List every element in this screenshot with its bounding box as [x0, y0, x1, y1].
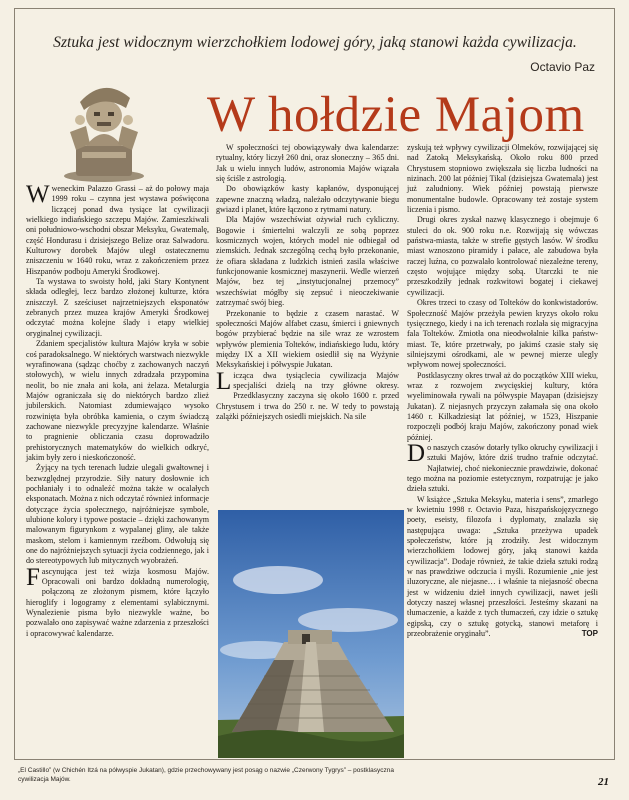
column-2	[216, 143, 399, 422]
paragraph	[26, 563, 209, 639]
paragraph-text: ascynująca jest też wizja kosmosu Majów. Opracowali oni bardzo dokładną numerologię, połączoną ze złożonym pismem, które łączyło hieroglify i logogramy z elementami sylabicznymi. Wynalezienie pisma było niezwykle ważne, bo pozwalało ono zapisywać ważne zdarzenia z przeszłości i opracowywać kalendarze.	[26, 566, 209, 638]
photo-caption: „El Castillo” (w Chichén Itzá na półwyspie Jukatan), gdzie przechowywany jest posąg o nazwie „Czerwony Tygrys” – postklasyczna cywilizacja Majów.	[18, 767, 394, 783]
paragraph: W społeczności tej obowiązywały dwa kalendarze: rytualny, który liczył 260 dni, oraz słoneczny – 365 dni. Jak u wielu innych ludów, astronomia Majów wiązała się ściśle z astrologią.	[216, 143, 399, 184]
paragraph: Przekonanie to będzie z czasem narastać. W społeczności Majów alfabet czasu, śmierci i gniewnych bogów przybierać będzie na sile wraz ze wzrostem wpływów plemienia Tolteków, indiańskiego ludu, który między IX a XII wiekiem osiedlił się na Wyżynie Meksykańskiej i półwyspie Jukatan.	[216, 308, 399, 370]
paragraph-text: icząca dwa tysiąclecia cywilizacja Majów specjaliści dzielą na trzy główne okresy. Przedklasyczny zaczyna się około 1600 r. przed Chrystusem i trwa do 250 r. ne. W tedy to powstają zalążki późniejszych osiedli miejskich. Na sile	[216, 370, 399, 421]
paragraph-text: W książce „Sztuka Meksyku, materia i sens”, zmarłego w kwietniu 1998 r. Octavio Paza, hiszpańskojęzycznego poety, eseisty, filozofa i dyplomaty, znalazła się następująca uwaga: „Sztuka przeżywa upadek społeczeństw, które ją zrodziły. Jest widocznym wierzchołkiem lodowej góry, jaką stanowi każda cywilizacja”. Dodaje również, że takie dzieła sztuki rodzą w nas prawdziwe odczucia i myśli. Rozumienie „nie jest iluzoryczne, ale niejasne… i właśnie ta niejasność obecna jest w widzeniu dzieł innych cywilizacji, nawet jeśli dotyczy naszej własnej przeszłości. Jesteśmy skazani na tłumaczenie, a każde z tych tłumaczeń, czy idzie o sztukę egipską, czy o sztukę gotycką, stanowi metaforę i przeobrażenie oryginału”.	[407, 494, 598, 639]
paragraph-text: o naszych czasów dotarły tylko okruchy cywilizacji i sztuki Majów, które dziś trudno trafnie odczytać. Najłatwiej, choć niekoniecznie prawdziwie, dokonać tego można na poziomie estetycznym, rozpatrując je jako dzieła sztuki.	[407, 442, 599, 494]
drop-cap: W	[26, 181, 50, 208]
paragraph: Żyjący na tych terenach ludzie ulegali gwałtownej i bezwzględnej przyrodzie. Siły natury dosłownie ich pochłaniały i to odnaleźć można także w ocalałych eksponatach. Można z nich odczytać również informacje dotyczące życia społecznego, najróżniejsze symbole, ulubione kolory i typowe postacie – dzięki zachowanym malowanym figurynkom z wypalanej gliny, ale także maskom, stelom i kamiennym rzeźbom. Odwołują się one do najróżniejszych sytuacji życia codziennego, jak i do stereotypowych lub mitycznych wyobrażeń.	[26, 463, 209, 566]
paragraph	[407, 495, 598, 640]
paragraph	[216, 367, 399, 423]
drop-cap: D	[407, 439, 426, 467]
paragraph: Dla Majów wszechświat ożywiał ruch cykliczny. Bogowie i śmiertelni walczyli ze sobą poprzez kosmicznych wojen, których model nie odbiegał od ziemskich. Jednak szczególną cechą było przekonanie, że ofiara składana z ludzkich istnień zasila właściwe funkcjonowanie kosmicznej maszynerii. Wedle wierzeń Majów, bez tej „instytucjonalnej przemocy” wszechświat mógłby się zepsuć i nieoczekiwanie zatrzymać swój bieg.	[216, 215, 399, 308]
paragraph: Do obowiązków kasty kapłanów, dysponującej zapewne znaczną władzą, należało odczytywanie biegu gwiazd i planet, które łączono z rytmami natury.	[216, 184, 399, 215]
maya-figurine-photo	[50, 72, 158, 184]
paragraph: Drugi okres zyskał nazwę klasycznego i obejmuje 6 stuleci do ok. 900 roku n.e. Rozwijają się wówczas państwa-miasta, także w strefie gęstych lasów. W środku miast wznoszono piramidy i pałace, ale zabudowa była raczej luźna, co pozwalało kontrolować niezależne tereny, często wojujące między sobą. Utarczki te nie przeszkodziły jednak rozkwitowi bogatej i ciekawej cywilizacji.	[407, 215, 598, 297]
paragraph: Ta wystawa to swoisty hołd, jaki Stary Kontynent składa odległej, lecz bardzo złożonej kulturze, która zniszczył. Z sześciuset najrzetniejszych eksponatów zebranych przez muzea krajów Ameryki Środkowej odczytać można kolejne ślady i etapy wielkiej oryginalnej cywilizacji.	[26, 277, 209, 338]
paragraph-text: weneckim Palazzo Grassi – aż do połowy maja 1999 roku – czynna jest wystawa poświęcona liczącej ponad dwa tysiące lat cywilizacji wielkiego indiańskiego szczepu Majów. Zamieszkiwali oni południowo-wschodni obszar Meksyku, Gwatemalę, część Hondurasu i dzisiejszego Belize oraz Salwadoru. Kulturowy dorobek Majów uległ ostatecznemu zniszczeniu w 1640 roku, wraz z zakończeniem przez Hiszpanów podboju Ameryki Środkowej.	[26, 184, 209, 276]
drop-cap: F	[26, 563, 40, 591]
column-1	[26, 181, 209, 639]
paragraph: Okres trzeci to czasy od Tolteków do konkwistadorów. Społeczność Majów przeżyła pewien kryzys około roku tysięcznego, kiedy i na ich terenach rozlała się migracyjna fala Tolteków. Zmiotła ona nieodwołalnie kilka państw-miast. Te, które przetrwały, po jakimś czasie stały się silniejszymi ośrodkami, ale w pewnej mierze ulegly wpływom nowej społeczności.	[407, 298, 598, 370]
paragraph	[407, 439, 599, 495]
epigraph-author: Octavio Paz	[530, 60, 595, 74]
paragraph: Postklasyczny okres trwał aż do początków XIII wieku, wraz z rozwojem zwycięskiej kultury, która wyeliminowała rywali na półwyspie Mayapan (dzisiejszy Jukatan). Z niejasnych przyczyn załamała się ona około 1460 r. Kilkadziesiąt lat później, w 1523, Hiszpanie rozpoczęli podbój kraju Majów, zakończony ponad wiek później.	[407, 370, 598, 442]
el-castillo-pyramid-photo	[218, 510, 404, 758]
paragraph	[26, 181, 209, 277]
paragraph: Zdaniem specjalistów kultura Majów kryła w sobie coś paradoksalnego. W niektórych warstwach niezwykle wyrafinowana (sądząc choćby z zachowanych naczyń stołowych), w wielu innych zdradzała przypomina neolit, bo nie znała ani koła, ani żelaza. Metalurgia Majów ograniczała się do niektórych bardzo zlież jubilerskich. Natomiast zdumiewająco wysoko rozwinięta była obróbka kamienia, o czym świadczą zachowane niezwykle precyzyjne kalendarze. Właśnie to pragnienie obliczania czasu doprowadziło prehistorycznych matematyków do wielkich odkryć, jakim były zero i nieskończoność.	[26, 339, 209, 462]
column-3	[407, 143, 598, 640]
page-number: 21	[598, 776, 609, 788]
epigraph-quote: Sztuka jest widocznym wierzchołkiem lodowej góry, jaką stanowi każda cywilizacja.	[53, 34, 577, 51]
paragraph: zyskują też wpływy cywilizacji Olmeków, rozwijającej się nad Zatoką Meksykańską. Około roku 800 przed Chrystusem stopniowo zwiększała się liczba ludności na nizinach. 200 lat później Tikal (dzisiejsza Gwatemala) jest już zaludniony. Wiek później powstają pierwsze monumentalne budowle. Opracowany też zostaje system liczenia i pismo.	[407, 143, 598, 215]
article-title: W hołdzie Majom	[207, 87, 585, 143]
drop-cap: L	[216, 367, 232, 395]
source-tag: TOP	[581, 629, 598, 639]
